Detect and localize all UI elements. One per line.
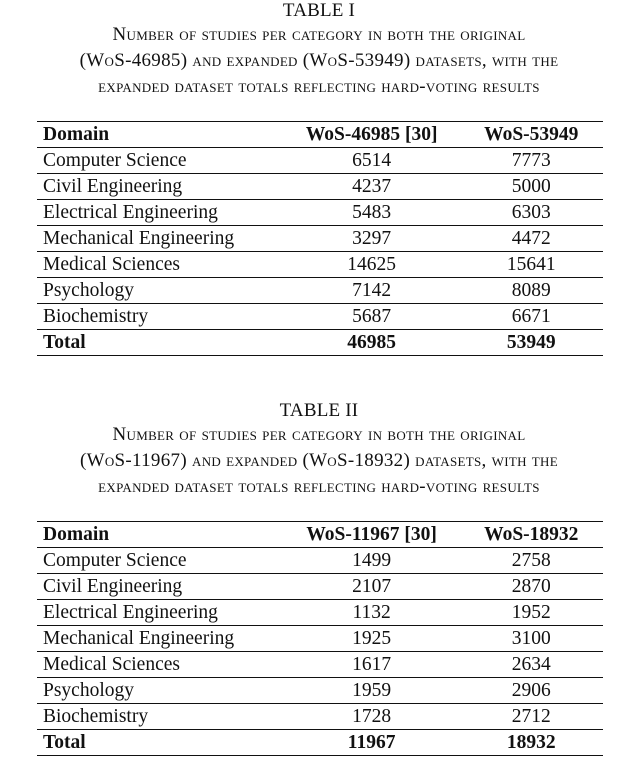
cell-original: 2107 <box>284 574 460 600</box>
table-1-caption <box>0 22 638 100</box>
table-1-caption-line: Number of studies per category in both the original <box>112 24 526 45</box>
table-row <box>37 278 603 304</box>
cell-domain: Civil Engineering <box>37 174 284 200</box>
table-row <box>37 174 603 200</box>
cell-original: 14625 <box>284 252 460 278</box>
cell-expanded: 6671 <box>460 304 603 330</box>
table-row <box>37 704 603 730</box>
table-2-label: TABLE II <box>279 400 359 421</box>
table-row <box>37 678 603 704</box>
cell-original: 7142 <box>284 278 460 304</box>
table-row <box>37 304 603 330</box>
table-row <box>37 574 603 600</box>
column-header-domain: Domain <box>37 122 284 148</box>
column-header-expanded: WoS-18932 <box>460 522 603 548</box>
cell-expanded: 15641 <box>460 252 603 278</box>
cell-expanded: 7773 <box>460 148 603 174</box>
table-1-caption-line: expanded dataset totals reflecting hard-voting results <box>98 76 540 97</box>
cell-domain: Computer Science <box>37 548 284 574</box>
cell-original: 3297 <box>284 226 460 252</box>
cell-total-original: 46985 <box>284 330 460 356</box>
table-1-label: TABLE I <box>282 0 356 21</box>
cell-original: 1925 <box>284 626 460 652</box>
table-row <box>37 652 603 678</box>
table-row <box>37 200 603 226</box>
cell-domain: Civil Engineering <box>37 574 284 600</box>
cell-total-label: Total <box>37 330 284 356</box>
table-row <box>37 226 603 252</box>
table-row <box>37 626 603 652</box>
cell-domain: Psychology <box>37 678 284 704</box>
cell-expanded: 2634 <box>460 652 603 678</box>
table-row <box>37 148 603 174</box>
cell-expanded: 2758 <box>460 548 603 574</box>
column-header-expanded: WoS-53949 <box>460 122 603 148</box>
table-2-caption-line: Number of studies per category in both the original <box>112 424 526 445</box>
cell-original: 5687 <box>284 304 460 330</box>
cell-domain: Medical Sciences <box>37 652 284 678</box>
cell-expanded: 3100 <box>460 626 603 652</box>
cell-expanded: 8089 <box>460 278 603 304</box>
table-2-block <box>0 400 638 753</box>
table-1 <box>37 121 603 356</box>
cell-domain: Biochemistry <box>37 304 284 330</box>
table-1-block <box>0 0 638 353</box>
cell-domain: Electrical Engineering <box>37 200 284 226</box>
cell-expanded: 2906 <box>460 678 603 704</box>
table-total-row <box>37 730 603 756</box>
cell-expanded: 2870 <box>460 574 603 600</box>
cell-original: 1728 <box>284 704 460 730</box>
cell-expanded: 1952 <box>460 600 603 626</box>
cell-domain: Mechanical Engineering <box>37 226 284 252</box>
cell-original: 1617 <box>284 652 460 678</box>
cell-original: 1499 <box>284 548 460 574</box>
column-header-domain: Domain <box>37 522 284 548</box>
cell-expanded: 5000 <box>460 174 603 200</box>
cell-total-label: Total <box>37 730 284 756</box>
table-row <box>37 600 603 626</box>
cell-domain: Psychology <box>37 278 284 304</box>
cell-expanded: 4472 <box>460 226 603 252</box>
table-header-row <box>37 122 603 148</box>
table-2-caption <box>0 422 638 500</box>
table-1-caption-line: (WoS-46985) and expanded (WoS-53949) datasets, with the <box>79 50 559 71</box>
cell-original: 6514 <box>284 148 460 174</box>
cell-total-expanded: 18932 <box>460 730 603 756</box>
table-2 <box>37 521 603 756</box>
table-2-caption-line: (WoS-11967) and expanded (WoS-18932) datasets, with the <box>80 450 558 471</box>
table-row <box>37 548 603 574</box>
cell-domain: Mechanical Engineering <box>37 626 284 652</box>
cell-domain: Medical Sciences <box>37 252 284 278</box>
cell-domain: Biochemistry <box>37 704 284 730</box>
column-header-original: WoS-11967 [30] <box>284 522 460 548</box>
cell-expanded: 2712 <box>460 704 603 730</box>
cell-expanded: 6303 <box>460 200 603 226</box>
cell-original: 1959 <box>284 678 460 704</box>
cell-domain: Electrical Engineering <box>37 600 284 626</box>
cell-domain: Computer Science <box>37 148 284 174</box>
cell-original: 5483 <box>284 200 460 226</box>
cell-total-expanded: 53949 <box>460 330 603 356</box>
cell-original: 1132 <box>284 600 460 626</box>
cell-original: 4237 <box>284 174 460 200</box>
column-header-original: WoS-46985 [30] <box>284 122 460 148</box>
table-total-row <box>37 330 603 356</box>
table-2-caption-line: expanded dataset totals reflecting hard-voting results <box>98 476 540 497</box>
table-row <box>37 252 603 278</box>
cell-total-original: 11967 <box>284 730 460 756</box>
table-header-row <box>37 522 603 548</box>
